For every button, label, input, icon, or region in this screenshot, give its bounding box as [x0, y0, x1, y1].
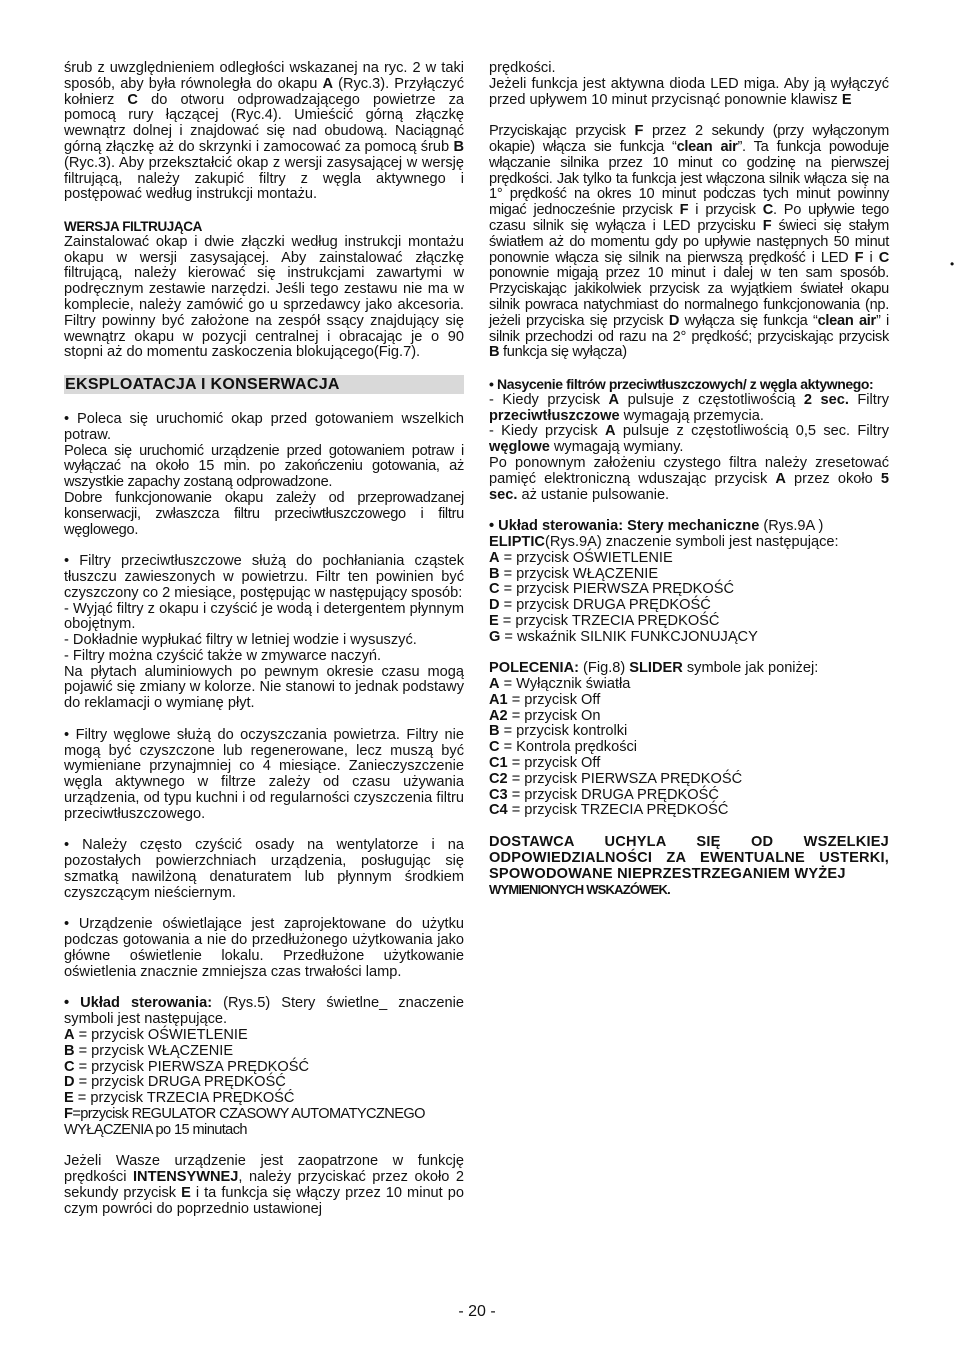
aluminium-note: Na płytach aluminiowych po pewnym okresie czasu mogą pojawić się zmiany w kolorze. Nie stanowi to jednak podstawy do reklamacji o wymianę płyt. [64, 663, 464, 712]
margin-mark: • [950, 257, 954, 271]
saturation-carbon: - Kiedy przycisk A pulsuje z częstotliwością 0,5 sec. Filtry węglowe wymagają wymiany. [489, 423, 890, 456]
list-item: G = wskaźnik SILNIK FUNKCJONUJĄCY [489, 628, 758, 645]
lighting-note: • Urządzenie oświetlające jest zaprojektowane do użytku podczas gotowania a nie do przedłużonego użytkowania jako główne oświetlenie lokalu. Przedłużone użytkowanie oświetlenia znacznie zmniejsza czas trwałości lamp. [64, 916, 464, 980]
list-item: C = przycisk PIERWSZA PRĘDKOŚĆ [64, 1058, 310, 1075]
disclaimer: DOSTAWCA UCHYLA SIĘ OD WSZELKIEJ ODPOWIEDZIALNOŚCI ZA EWENTUALNE USTERKI, SPOWODOWANE NIEPRZESTRZEGANIEM WYŻEJ WYMIENIONYCH WSKAZÓWEK. [489, 834, 889, 898]
cleaning-note: • Należy często czyścić osady na wentylatorze i na pozostałych powierzchniach urządzenia, posługując się szmatką nawilżoną denaturatem lub płynnym środkiem czyszczącym nieściernym. [64, 837, 464, 901]
grease-filter-step-3: - Filtry można czyścić także w zmywarce naczyń. [64, 647, 382, 664]
page-number: - 20 - [458, 1303, 496, 1320]
list-item: A = przycisk OŚWIETLENIE [489, 549, 673, 566]
list-item: F=przycisk REGULATOR CZASOWY AUTOMATYCZNEGO WYŁĄCZENIA po 15 minutach [64, 1106, 425, 1138]
list-item: E = przycisk TRZECIA PRĘDKOŚĆ [489, 612, 720, 629]
list-item: B = przycisk WŁĄCZENIE [489, 565, 659, 582]
list-item: A = przycisk OŚWIETLENIE [64, 1027, 248, 1044]
led-note: Jeżeli funkcja jest aktywna dioda LED miga. Aby ją wyłączyć przed upływem 10 minut przycisnąć ponownie klawisz E [489, 75, 889, 108]
slider-list [489, 677, 889, 819]
list-item: C3 = przycisk DRUGA PRĘDKOŚĆ [489, 786, 719, 803]
list-item: C = Kontrola prędkości [489, 739, 638, 756]
left-column [64, 61, 464, 1218]
list-item: C1 = przycisk Off [489, 755, 601, 772]
list-item: A = Wyłącznik światła [489, 676, 631, 693]
filter-version-title: WERSJA FILTRUJĄCA [64, 218, 202, 234]
list-item: E = przycisk TRZECIA PRĘDKOŚĆ [64, 1090, 295, 1107]
slider-intro: POLECENIA: (Fig.8) SLIDER symbole jak poniżej: [489, 660, 819, 677]
start-note: • Poleca się uruchomić okap przed gotowaniem wszelkich potraw. [64, 410, 464, 443]
filter-version-text: Zainstalować okap i dwie złączki według instrukcji montażu okapu w wersji zasysającej. Aby zainstalować złączkę filtrującą, należy kierować się instrukcjami zawartymi w podręcznym zestawie narzędzi. Jeśli tego zestawu nie ma w komplecie, należy zamówić go u sprzedawcy jako akcesoria. Filtry powinny być założone na zespół ssący znajdujący się wewnątrz okapu w pozycji centralnej i obracając je o 90 stopni aż do momentu zaskoczenia blokującego(Fig.7). [64, 233, 464, 361]
carbon-filter-note: • Filtry węglowe służą do oczyszczania powietrza. Filtry nie mogą być czyszczone lub regenerowane, lecz muszą być wymieniane przynajmniej co 4 miesiące. Zanieczyszczenie węgla aktywnego w filtrze zależy od czasu używania urządzenia, od typu kuchni i od regularności czyszczenia filtru przeciwtłuszczowego. [64, 726, 464, 822]
controls-intro: • Układ sterowania: (Rys.5) Stery świetlne_ znaczenie symboli jest następujące. [64, 995, 465, 1028]
maintenance-note: Dobre funkcjonowanie okapu zależy od przeprowadzanej konserwacji, zwłaszcza filtru przeciwtłuszczowego i filtru węglowego. [64, 489, 464, 538]
list-item: B = przycisk kontrolki [489, 723, 628, 740]
list-item: B = przycisk WŁĄCZENIE [64, 1042, 234, 1059]
grease-filter-step-2: - Dokładnie wypłukać filtry w letniej wodzie i wysuszyć. [64, 632, 417, 649]
list-item: D = przycisk DRUGA PRĘDKOŚĆ [489, 597, 711, 614]
clean-air-paragraph: Przyciskając przycisk F przez 2 sekundy (przy wyłączonym okapie) włącza sie funkcja “clean air”. Ta funkcja powoduje włączanie silnika przez 10 minut co godzinę na pierwszej prędkości. Jak tylko ta funkcja jest włączona silnik włącza się na 1° prędkość na okres 10 minut podczas tych minut powinny migać jednocześnie przycisk F i przycisk C. Po upływie tego czasu silnik się wyłącza i LED przycisku F świeci się stałym światłem aż do momentu gdy po upływie następnych 50 minut ponownie włącza się silnik na pierwszą prędkość i LED F i C ponownie migają przez 10 minut i dalej w ten sam sposób. Przyciskając jakikolwiek przycisk za wyjątkiem świateł okapu silnik powraca natychmiast do normalnego funkcjonowania (np. jeżeli przyciska się przycisk D wyłącza się funkcja “clean air” i silnik przechodzi od razu na 2° prędkość; przyciskając przycisk B funkcja się wyłącza) [489, 123, 890, 361]
saturation-grease: - Kiedy przycisk A pulsuje z częstotliwością 2 sec. Filtry przeciwtłuszczowe wymagają przemycia. [489, 391, 890, 424]
list-item: C2 = przycisk PIERWSZA PRĘDKOŚĆ [489, 770, 743, 787]
right-column [489, 61, 889, 899]
saturation-title: • Nasycenie filtrów przeciwtłuszczowych/ z węgla aktywnego: [489, 375, 874, 392]
list-item: C = przycisk PIERWSZA PRĘDKOŚĆ [489, 581, 735, 598]
mechanical-controls-intro: • Układ sterowania: Stery mechaniczne (Rys.9A ) ELIPTIC(Rys.9A) znaczenie symboli jest następujące: [489, 518, 839, 550]
grease-filter-step-1: - Wyjąć filtry z okapu i czyścić je wodą i detergentem płynnym obojętnym. [64, 600, 464, 633]
install-paragraph: śrub z uwzględnieniem odległości wskazanej na ryc. 2 w taki sposób, aby była równoległa do okapu A (Ryc.3). Przyłączyć kołnierz C do otworu odprowadzającego powietrze za pomocą rury łączącej (Ryc.4). Umieścić górną złączkę wewnątrz dolnej i znajdować się nad obudową. Naciągnąć górną złączkę aż do skrzynki i zamocować za pomocą śrub B (Ryc.3). Aby przekształcić okap z wersji zasysającej w wersję filtrującą, należy zakupić filtry z węgla aktywnego i postępować według instrukcji montażu. [64, 60, 465, 203]
section-heading: EKSPLOATACJA I KONSERWACJA [64, 375, 464, 394]
list-item: D = przycisk DRUGA PRĘDKOŚĆ [64, 1074, 286, 1091]
list-item: A2 = przycisk On [489, 707, 601, 724]
speed-continued: prędkości. [489, 60, 556, 76]
list-item: C4 = przycisk TRZECIA PRĘDKOŚĆ [489, 802, 729, 819]
intensive-note: Jeżeli Wasze urządzenie jest zaopatrzone w funkcję prędkości INTENSYWNEJ, należy przyciskać przez około 2 sekundy przycisk E i ta funkcja się włączy przez 10 minut po czym powróci do poprzednio ustawionej [64, 1153, 464, 1217]
saturation-reset: Po ponownym założeniu czystego filtra należy zresetować pamięć elektroniczną wduszając przycisk A przez około 5 sec. aż ustanie pulsowanie. [489, 454, 889, 503]
grease-filter-note: • Filtry przeciwtłuszczowe służą do pochłaniania cząstek tłuszczu zawieszonych w powietrzu. Filtr ten powinien być czyszczony co 2 miesiące, postępując w następujący sposób: [64, 553, 464, 601]
controls-list [64, 1028, 464, 1139]
start-note-detail: Poleca się uruchomić urządzenie przed gotowaniem potraw i wyłączać na około 15 min. po zakończeniu gotowania, aż wszystkie zapachy zostaną odprowadzone. [64, 442, 464, 491]
list-item: A1 = przycisk Off [489, 691, 601, 708]
mechanical-controls-list [489, 551, 889, 646]
